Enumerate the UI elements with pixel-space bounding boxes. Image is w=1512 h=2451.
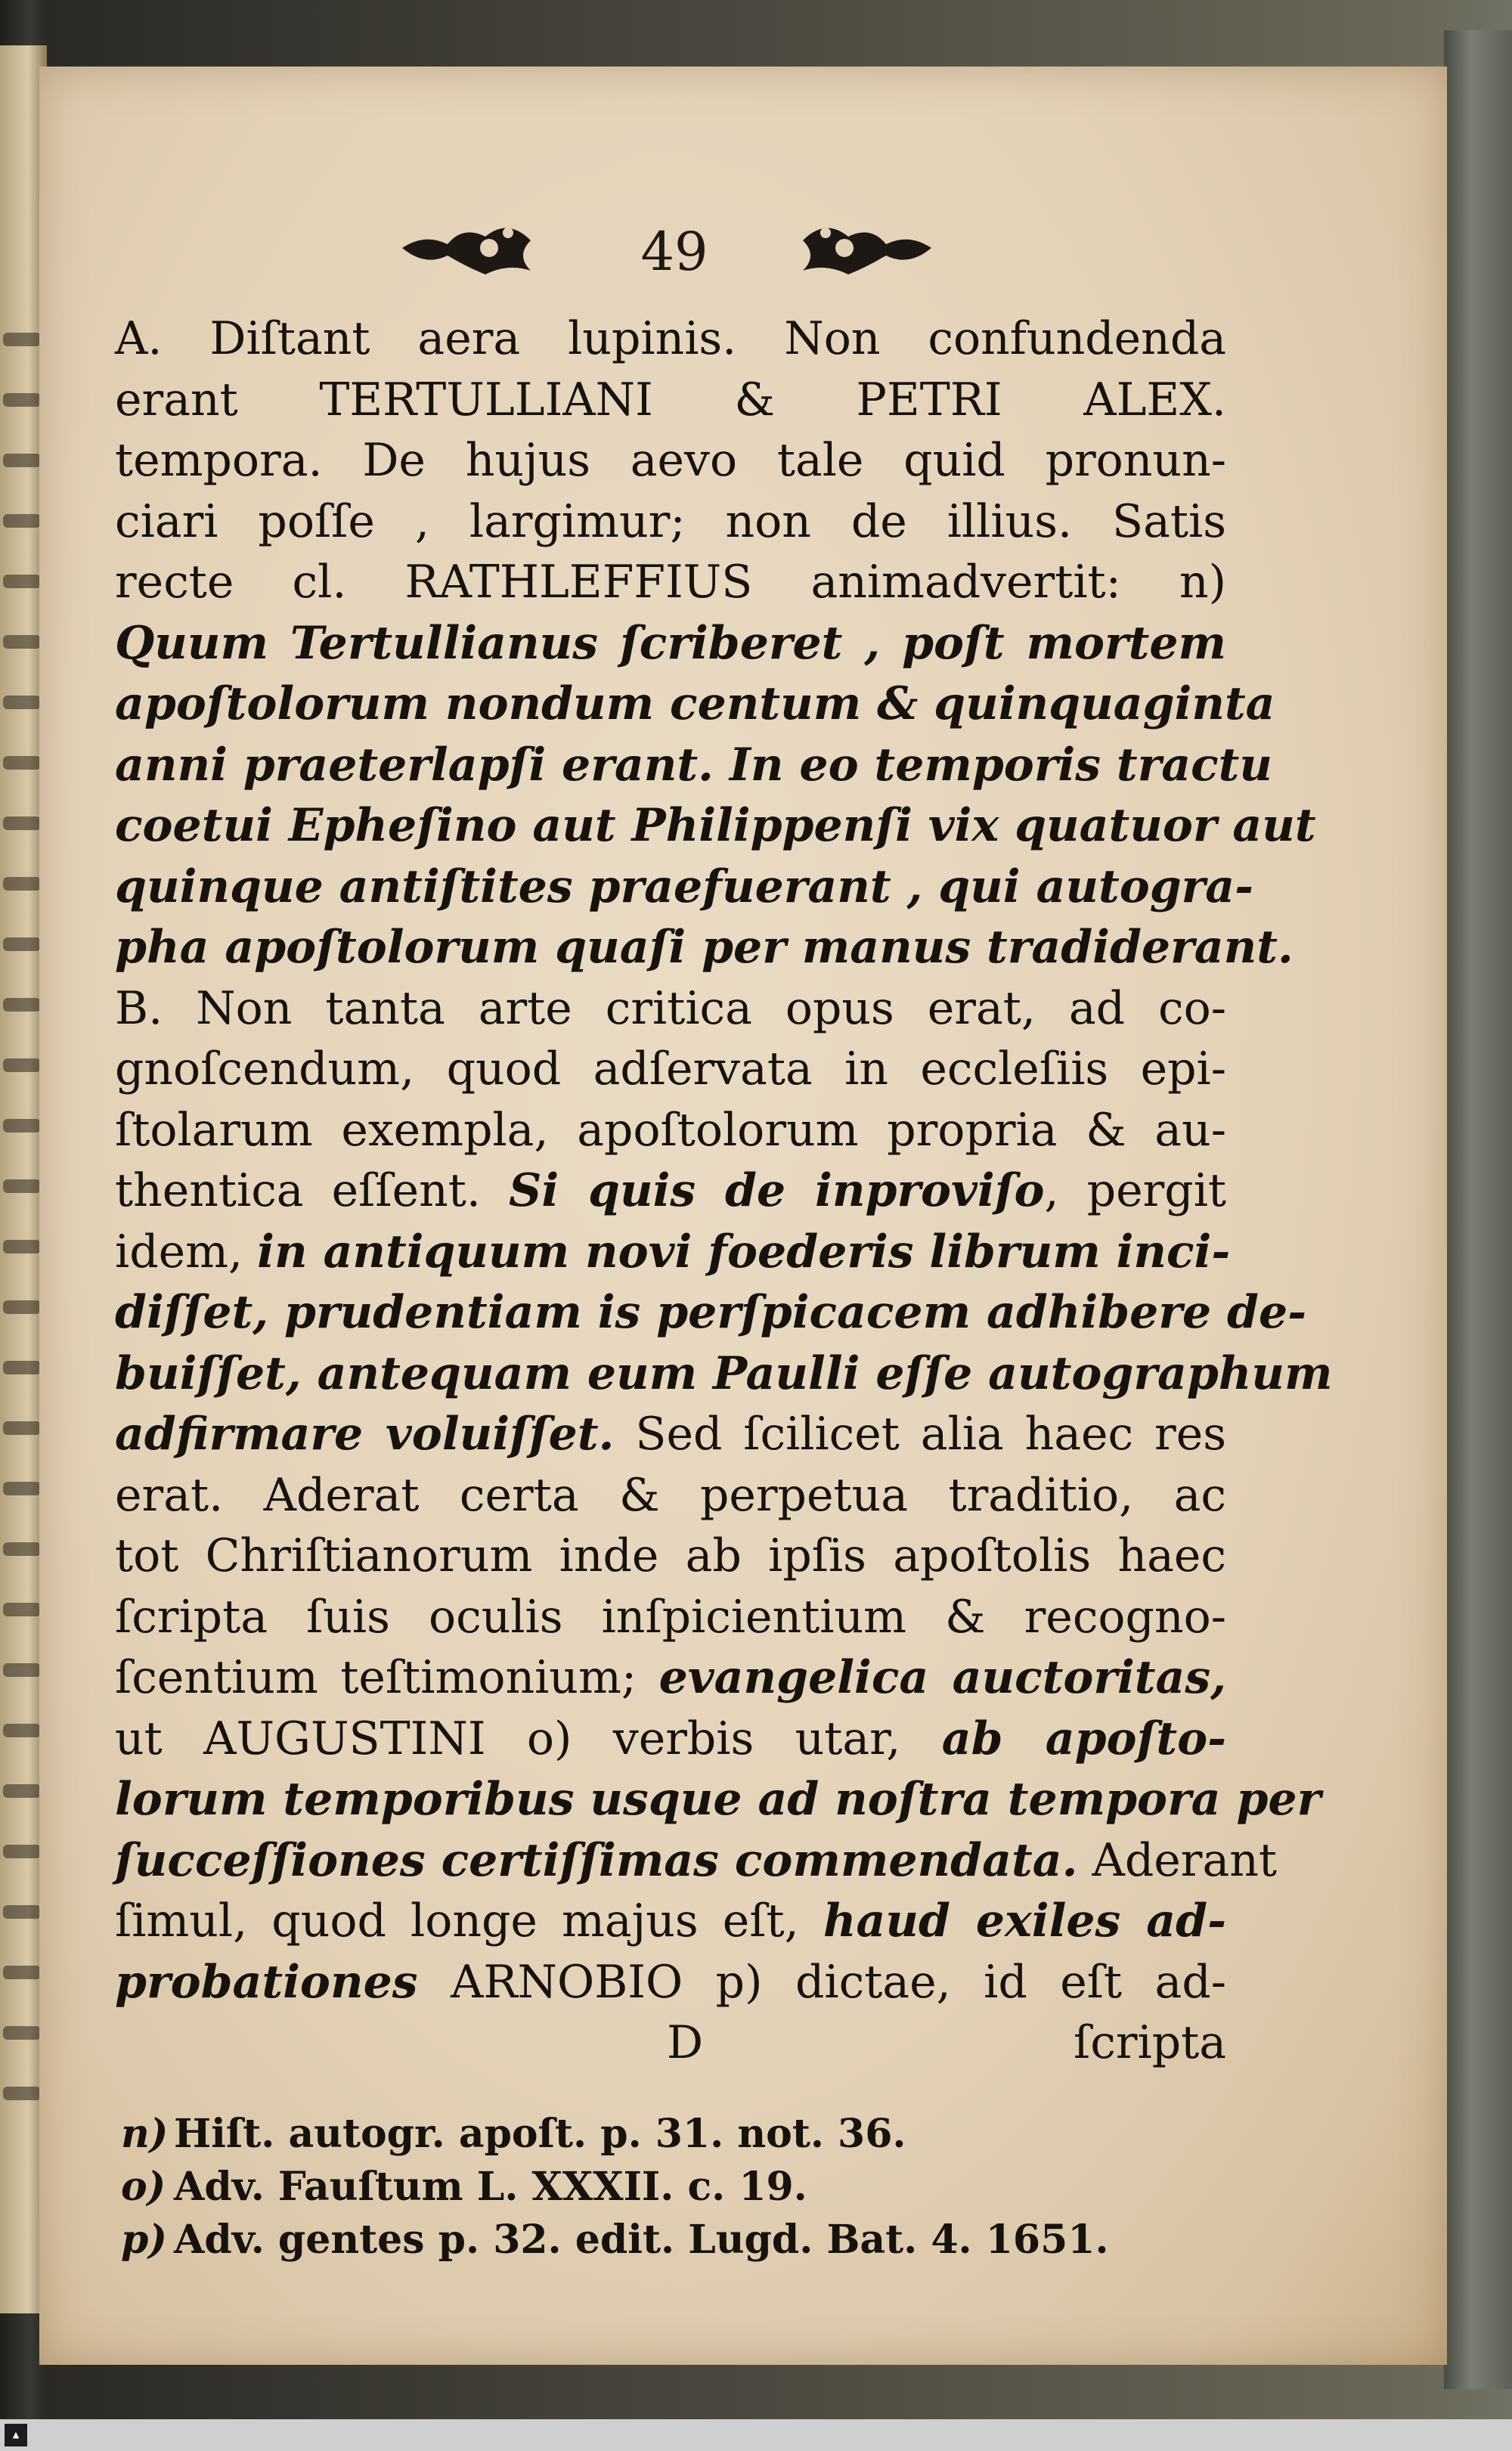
text-line	[115, 1891, 1226, 1952]
footnote-text: Adv. gentes p. 32. edit. Lugd. Bat. 4. 1651.	[174, 2217, 1109, 2263]
text-line	[115, 1222, 1231, 1283]
text-line	[115, 1526, 1226, 1587]
roman-text: tempora. De hujus aevo tale quid pronun-	[115, 434, 1226, 487]
italic-text: Si quis de inproviſo	[508, 1164, 1045, 1217]
roman-text: gnoſcendum, quod adſervata in eccleſiis epi-	[115, 1043, 1226, 1095]
italic-text: in antiquum novi foederis librum inci-	[257, 1225, 1231, 1278]
text-line	[115, 1282, 1307, 1343]
roman-text: erant TERTULLIANI & PETRI ALEX.	[115, 373, 1226, 426]
text-line	[115, 370, 1226, 431]
roman-text: A. Diſtant aera lupinis. Non confundenda	[115, 312, 1226, 365]
text-line	[115, 1952, 1226, 2013]
text-line	[115, 1404, 1226, 1465]
library-stamp-bar	[0, 2419, 1512, 2451]
text-line	[115, 917, 1294, 978]
italic-text: lorum temporibus usque ad noſtra tempora per	[115, 1773, 1321, 1826]
footnote-mark: n)	[121, 2111, 169, 2157]
page-number: 49	[640, 221, 708, 283]
signature-row	[115, 2013, 1226, 2073]
signature-mark: D	[667, 2016, 704, 2069]
catchword: ſcripta	[1074, 2016, 1226, 2069]
page-header	[39, 195, 1447, 301]
text-line	[115, 1160, 1226, 1222]
fleuron-left-icon	[395, 210, 538, 286]
text-line	[115, 1100, 1226, 1161]
roman-text: ARNOBIO p) dictae, id eſt ad-	[417, 1955, 1226, 2009]
roman-text: ciari poſſe , largimur; non de illius. Satis	[115, 494, 1226, 548]
italic-text: buiſſet, antequam eum Paulli eſſe autographum	[115, 1346, 1333, 1400]
italic-text: apoſtolorum nondum centum & quinquaginta	[115, 677, 1275, 730]
roman-text: Aderant	[1077, 1833, 1278, 1887]
text-line	[115, 1039, 1226, 1100]
italic-text: haud exiles ad-	[823, 1895, 1226, 1947]
roman-text: ſimul, quod longe majus eſt,	[115, 1895, 823, 1947]
footnote	[121, 2214, 1179, 2267]
text-line	[115, 795, 1316, 857]
footnote-text: Adv. Fauſtum L. XXXII. c. 19.	[174, 2164, 807, 2210]
text-line	[115, 1709, 1226, 1770]
roman-text: ut AUGUSTINI o) verbis utar,	[115, 1712, 942, 1765]
footnote-text: Hiſt. autogr. apoſt. p. 31. not. 36.	[174, 2111, 906, 2157]
text-line	[115, 491, 1226, 553]
footnote-mark: p)	[121, 2217, 167, 2263]
italic-text: quinque antiſtites praefuerant , qui autogra-	[115, 860, 1254, 913]
book-cover-edge	[1444, 30, 1512, 2389]
text-line	[115, 1830, 1278, 1892]
roman-text: ſtolarum exempla, apoſtolorum propria & au-	[115, 1103, 1226, 1157]
text-line	[115, 430, 1226, 491]
body-text	[115, 308, 1333, 2073]
text-line	[115, 1769, 1321, 1830]
roman-text: idem,	[115, 1225, 258, 1278]
italic-text: diſſet, prudentiam is perſpicacem adhibere de-	[115, 1286, 1307, 1339]
roman-text: thentica eſſent.	[115, 1164, 509, 1217]
text-line	[115, 735, 1272, 796]
italic-text: Quum Tertullianus ſcriberet , poſt mortem	[115, 616, 1226, 670]
text-line	[115, 1647, 1226, 1709]
fleuron-right-icon	[795, 210, 939, 286]
footnote	[121, 2161, 1179, 2214]
roman-text: recte cl. RATHLEFFIUS animadvertit: n)	[115, 556, 1226, 609]
italic-text: pha apoſtolorum quaſi per manus tradiderant.	[115, 921, 1294, 974]
roman-text: tot Chriſtianorum inde ab ipſis apoſtolis haec	[115, 1529, 1226, 1582]
text-line	[115, 1587, 1226, 1648]
roman-text: ſcentium teſtimonium;	[115, 1651, 659, 1704]
italic-text: probationes	[115, 1955, 418, 2009]
library-logo-icon: ▲	[5, 2424, 27, 2446]
text-line	[115, 552, 1226, 613]
left-page-text-fragments	[3, 333, 41, 2147]
italic-text: ſucceſſiones certiſſimas commendata.	[115, 1833, 1078, 1887]
text-line	[115, 613, 1226, 674]
footnotes	[121, 2108, 1179, 2267]
book-page	[39, 67, 1447, 2365]
roman-text: , pergit	[1044, 1164, 1226, 1217]
roman-text: ſcripta ſuis oculis inſpicientium & recogno-	[115, 1590, 1226, 1644]
roman-text: Sed ſcilicet alia haec res	[614, 1408, 1227, 1461]
text-line	[115, 978, 1226, 1040]
text-line	[115, 857, 1254, 918]
text-line	[115, 1343, 1333, 1405]
roman-text: B. Non tanta arte critica opus erat, ad co-	[115, 981, 1226, 1035]
roman-text: erat. Aderat certa & perpetua traditio, ac	[115, 1468, 1226, 1522]
footnote	[121, 2108, 1179, 2161]
text-line	[115, 674, 1275, 735]
italic-text: coetui Epheſino aut Philippenſi vix quatuor aut	[115, 799, 1316, 852]
italic-text: evangelica auctoritas,	[658, 1651, 1227, 1704]
italic-text: anni praeterlapſi erant. In eo temporis tractu	[115, 738, 1272, 792]
italic-text: ab apoſto-	[941, 1712, 1226, 1765]
text-line	[115, 1465, 1226, 1526]
italic-text: adfirmare voluiſſet.	[115, 1408, 615, 1461]
text-line	[115, 308, 1226, 370]
footnote-mark: o)	[121, 2164, 166, 2210]
